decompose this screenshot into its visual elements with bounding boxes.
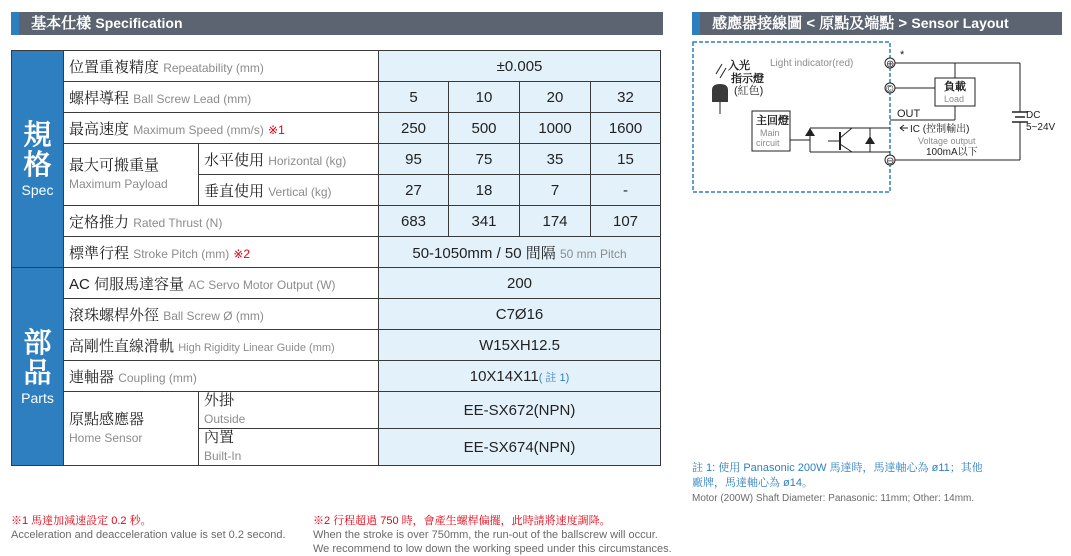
table-row [12,268,662,299]
label-zh: 螺桿導程 [69,89,130,107]
label-en: Repeatability (mm) [163,60,264,75]
voltage-output-label: Voltage output [918,136,976,146]
current-label: 100mA以下 [926,147,978,158]
transistor-icon [840,144,852,152]
value-max-speed: 250 [379,113,449,144]
group-spec-zh: 規格 [23,119,52,180]
label-en: High Rigidity Linear Guide (mm) [178,341,335,354]
label-en: Rated Thrust (N) [133,215,223,230]
led-icon [712,84,728,102]
label-en: Ball Screw Ø (mm) [163,308,264,323]
label-zh: 定格推力 [69,213,130,231]
transistor-icon [840,128,852,138]
value-guide: W15XH12.5 [379,330,661,361]
sensor-wiring-diagram [690,40,1065,195]
label-motor [64,268,379,299]
group-spec-en: Spec [21,182,54,198]
ic-label: IC (控制輸出) [910,124,970,135]
stroke-value-en: 50 mm Pitch [559,246,627,261]
footnote-1 [11,514,286,542]
label-en: Vertical (kg) [268,184,332,199]
label-zh: 連軸器 [69,368,115,386]
value-rated-thrust: 174 [520,206,591,237]
value-horizontal: 75 [449,144,520,175]
indicator-label-zh: (紅色) [734,85,764,97]
label-en: Coupling (mm) [118,370,197,385]
label-outside [199,392,379,429]
spec-header-en: Specification [95,15,183,31]
footnote-2 [313,514,672,556]
label-lead [64,82,379,113]
group-spec [12,51,64,268]
out-label: OUT [897,108,921,120]
label-zh: 標準行程 [69,244,130,262]
spacer [661,429,662,466]
value-lead: 20 [520,82,591,113]
label-en: Home Sensor [69,430,143,445]
value-rated-thrust: 341 [449,206,520,237]
group-parts-en: Parts [21,389,54,406]
table-row [12,361,662,392]
table-row [12,206,662,237]
load-label-en: Load [944,94,965,104]
table-row [12,237,662,268]
header-accent [692,12,700,35]
value-lead: 10 [449,82,520,113]
footnote-ref: ※1 [268,122,285,137]
footnote-2-en: We recommend to low down the working speed under this circumstances. [313,543,672,555]
label-zh: 內置 [204,429,235,446]
label-zh: 最高速度 [69,120,130,138]
dc-range-label: 5~24V [1026,122,1056,133]
main-circuit-en: circuit [756,138,780,148]
value-vertical: 7 [520,175,591,206]
value-max-speed: 500 [449,113,520,144]
label-zh: 位置重複精度 [69,58,160,76]
label-ball-screw [64,299,379,330]
label-zh: 水平使用 [204,151,265,169]
value-vertical: 27 [379,175,449,206]
value-coupling [379,361,661,392]
indicator-label-zh: 入光 [728,60,750,72]
spec-header [11,12,663,35]
value-vertical: - [591,175,661,206]
load-label-zh: 負載 [944,81,966,93]
label-vertical [199,175,379,206]
shaft-note-zh: 廠牌，馬達軸心為 ø14。 [692,477,814,489]
sensor-layout-header [692,12,1062,35]
stroke-value: 50-1050mm / 50 間隔 [412,244,556,262]
sensor-header-en: Sensor Layout [911,15,1009,31]
label-zh: 高剛性直線滑軌 [69,337,175,355]
table-row [12,113,662,144]
dc-label: DC [1026,110,1041,121]
value-max-speed: 1600 [591,113,661,144]
indicator-label-zh: 指示燈 [731,73,764,85]
label-zh: 最大可搬重量 [69,156,160,174]
value-ball-screw: C7Ø16 [379,299,661,330]
plus-terminal-label: ⊕ [886,59,895,70]
main-circuit-en: Main [760,128,780,138]
footnote-2-en: When the stroke is over 750mm, the run-out of the ballscrew will occur. [313,529,658,541]
group-parts-zh: 部品 [23,326,52,388]
label-horizontal [199,144,379,175]
value-rated-thrust: 107 [591,206,661,237]
diode-icon [865,136,875,144]
footnote-2-zh: ※2 行程超過 750 時，會產生螺桿偏擺，此時請將速度調降。 [313,515,611,527]
value-lead: 5 [379,82,449,113]
label-en: Horizontal (kg) [268,153,347,168]
label-coupling [64,361,379,392]
shaft-note-zh: 註 1: 使用 Panasonic 200W 馬達時，馬達軸心為 ø11；其他 [692,462,983,474]
value-motor: 200 [379,268,661,299]
value-horizontal: 95 [379,144,449,175]
value-max-speed: 1000 [520,113,591,144]
coupling-note: ( 註 1) [538,371,570,384]
table-row [12,392,662,429]
label-en: Stroke Pitch (mm) [133,246,230,261]
footnote-1-en: Acceleration and deacceleration value is set 0.2 second. [11,529,286,541]
value-lead: 32 [591,82,661,113]
label-repeatability [64,51,379,82]
header-accent [11,12,19,35]
label-zh: 外掛 [204,392,235,409]
zener-diode-icon [805,128,815,136]
table-row [12,144,662,175]
value-stroke [379,237,661,268]
shaft-note-en: Motor (200W) Shaft Diameter: Panasonic: 11mm; Other: 14mm. [692,493,975,504]
asterisk-label: * [900,49,905,61]
label-en: Outside [204,412,246,426]
value-repeatability: ±0.005 [379,51,661,82]
footnote-ref: ※2 [233,246,251,261]
label-en: Ball Screw Lead (mm) [133,91,252,106]
value-builtin: EE-SX674(NPN) [379,429,661,466]
shaft-note [692,461,983,506]
label-payload [64,144,199,206]
label-zh: 垂直使用 [204,182,265,200]
label-en: Built-In [204,449,242,463]
label-builtin [199,429,379,466]
table-row [12,51,662,82]
footnote-1-zh: ※1 馬達加減速設定 0.2 秒。 [11,515,152,527]
sensor-header-zh: 感應器接線圖 < 原點及端點 > [712,15,908,32]
light-arrows-icon [716,64,726,78]
label-home-sensor [64,392,199,466]
value-vertical: 18 [449,175,520,206]
value-horizontal: 35 [520,144,591,175]
label-zh: 滾珠螺桿外徑 [69,306,160,324]
value-horizontal: 15 [591,144,661,175]
label-max-speed [64,113,379,144]
label-rated-thrust [64,206,379,237]
common-terminal-label: © [886,84,894,95]
label-en: AC Servo Motor Output (W) [188,277,336,292]
label-en: Maximum Speed (mm/s) [133,122,264,137]
label-zh: 原點感應器 [69,410,145,428]
label-zh: AC 伺服馬達容量 [69,275,185,293]
coupling-value: 10X14X11 [469,367,539,385]
table-row [12,330,662,361]
table-row [12,299,662,330]
value-outside: EE-SX672(NPN) [379,392,661,429]
arrow-left-icon [900,125,908,131]
minus-terminal-label: ⊖ [886,156,895,167]
spec-header-zh: 基本仕樣 [31,15,92,32]
group-parts [12,268,64,466]
light-indicator-label: Light indicator(red) [770,58,854,69]
label-guide [64,330,379,361]
main-circuit-zh: 主回燈 [756,115,789,127]
table-row [12,82,662,113]
spec-table [11,50,662,466]
label-en: Maximum Payload [69,176,168,191]
label-stroke [64,237,379,268]
value-rated-thrust: 683 [379,206,449,237]
